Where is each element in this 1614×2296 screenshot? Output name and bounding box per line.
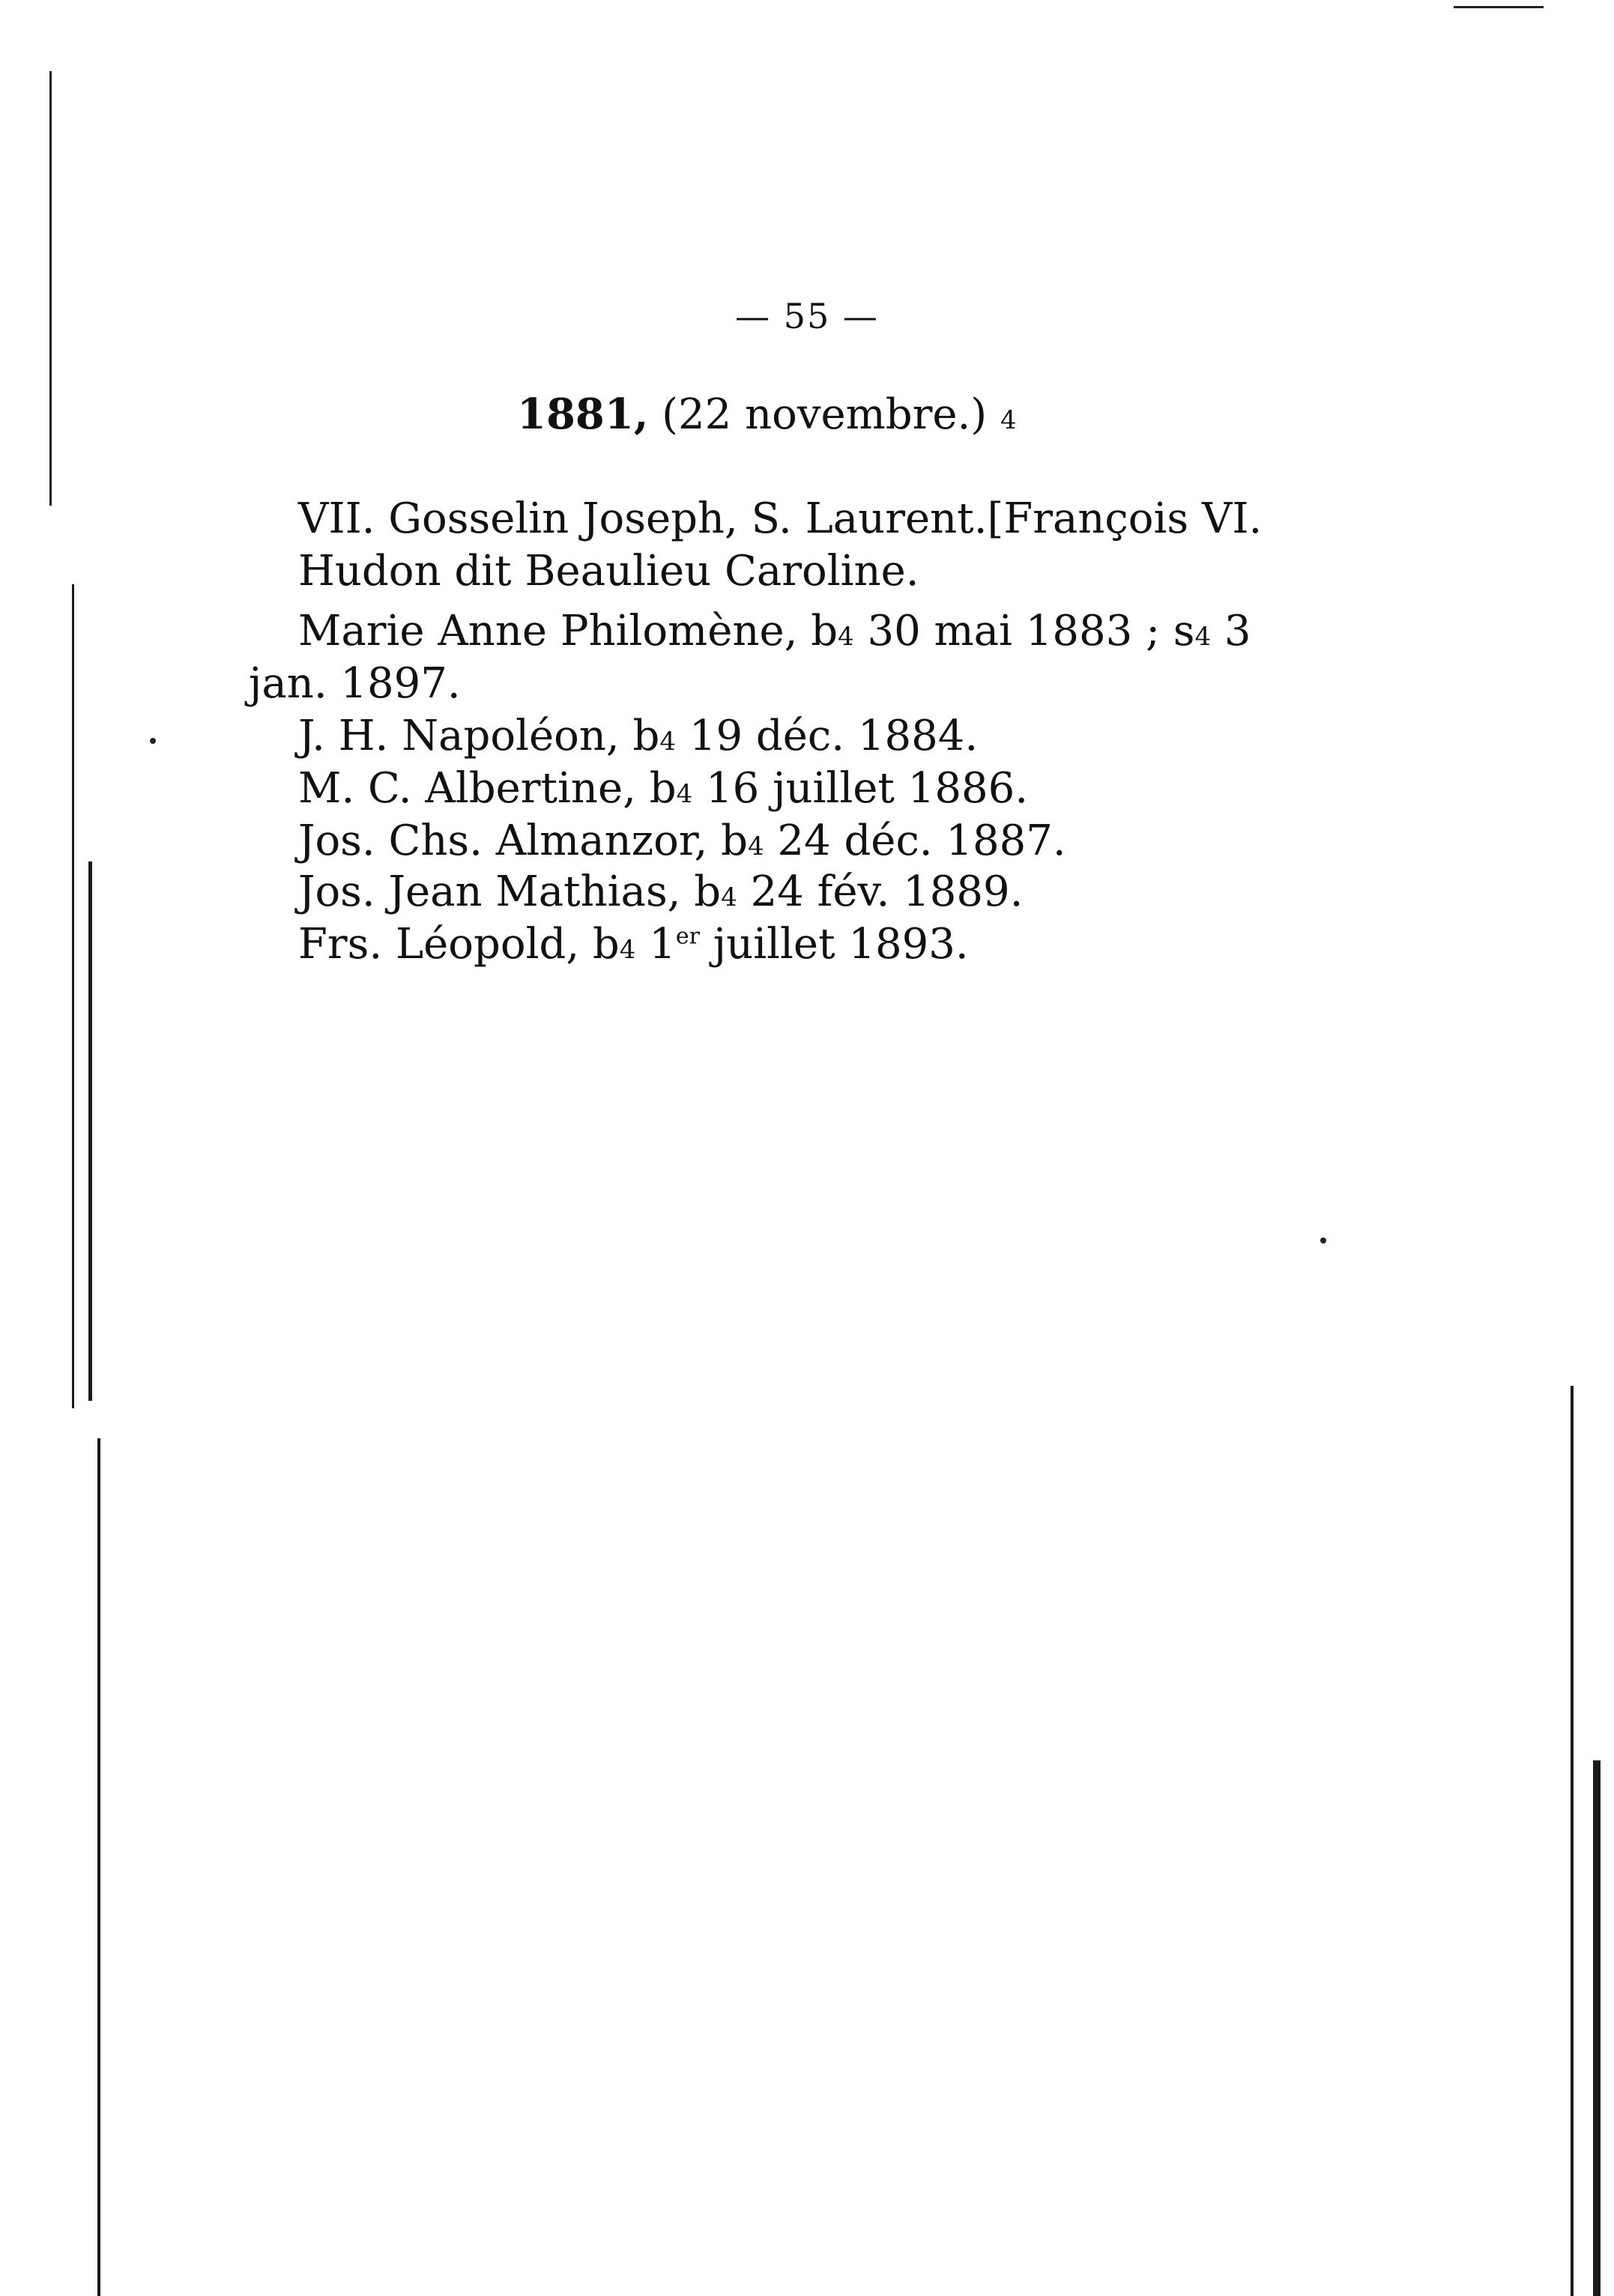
entry-text: Jos. Jean Mathias, b — [298, 867, 722, 916]
entry-line-9 — [298, 920, 969, 969]
entry-line-6 — [298, 764, 1028, 813]
entry-ref: 4 — [721, 882, 737, 912]
scan-mark — [1454, 6, 1544, 8]
entry-text: 3 — [1211, 607, 1251, 655]
entry-line-1: VII. Gosselin Joseph, S. Laurent.[François VI. — [298, 494, 1263, 543]
entry-text: Jos. Chs. Almanzor, b — [298, 817, 748, 865]
scan-speck — [1320, 1238, 1326, 1244]
page-number: — 55 — — [735, 296, 879, 336]
entry-text: Marie Anne Philomène, b — [298, 607, 838, 655]
entry-text: 16 juillet 1886. — [692, 764, 1028, 813]
scan-edge — [97, 1438, 100, 2296]
entry-line-7 — [298, 817, 1066, 865]
entry-ref: 4 — [747, 832, 764, 861]
entry-line-4: jan. 1897. — [249, 659, 461, 708]
entry-text: 19 déc. 1884. — [676, 712, 979, 760]
scan-edge — [88, 861, 92, 1401]
entry-line-5 — [298, 712, 979, 760]
heading-year: 1881, — [517, 390, 649, 439]
entry-text: 24 déc. 1887. — [764, 817, 1066, 865]
entry-text: 30 mai 1883 ; s — [853, 607, 1195, 655]
entry-ref: 4 — [659, 727, 677, 757]
entry-ref: 4 — [1194, 622, 1212, 652]
entry-superscript: er — [675, 923, 700, 950]
entry-ref: 4 — [838, 622, 854, 652]
entry-line-8 — [298, 867, 1024, 916]
scan-edge — [72, 584, 74, 1408]
scan-speck — [150, 738, 156, 744]
entry-text: J. H. Napoléon, b — [298, 712, 660, 760]
entry-text: M. C. Albertine, b — [298, 764, 677, 813]
entry-text: juillet 1893. — [699, 920, 969, 969]
scan-edge — [1571, 1386, 1574, 2296]
entry-line-3 — [298, 607, 1251, 655]
entry-ref: 4 — [676, 779, 693, 809]
entry-ref: 4 — [619, 935, 636, 965]
entry-text: 24 fév. 1889. — [737, 867, 1024, 916]
heading-ref: 4 — [1000, 405, 1017, 435]
entry-text: 1 — [635, 920, 676, 969]
entry-heading — [517, 390, 1017, 439]
scan-edge — [49, 71, 52, 506]
entry-text: Frs. Léopold, b — [298, 920, 620, 969]
entry-line-2: Hudon dit Beaulieu Caroline. — [298, 547, 919, 596]
heading-date: (22 novembre.) — [662, 390, 988, 439]
scan-edge — [1593, 1760, 1601, 2296]
